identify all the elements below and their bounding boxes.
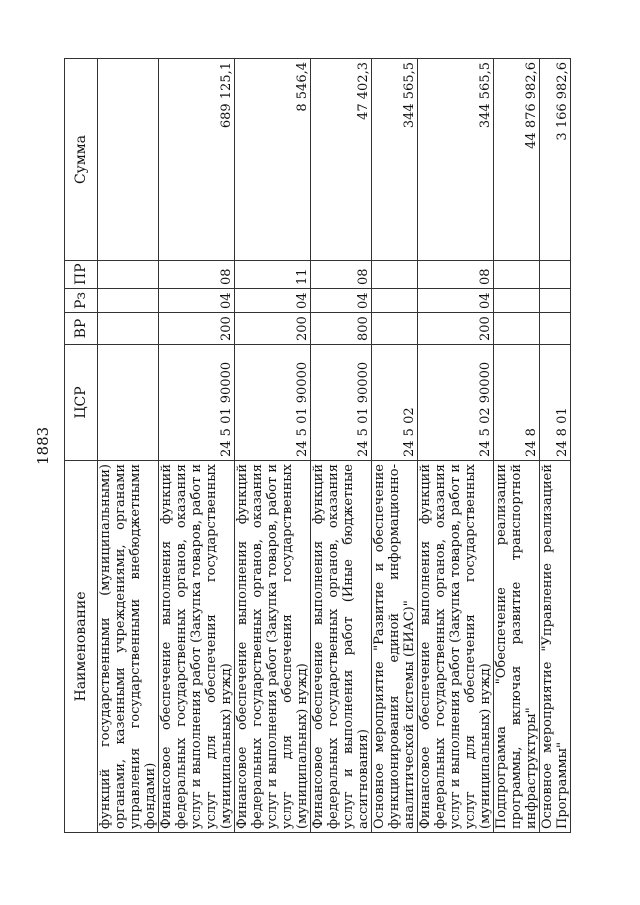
row-rz: 04 [235, 289, 311, 313]
row-name: Финансовое обеспечение выполнения функций федеральных государственных органов, оказания услуг и выполнения работ (Закупка товаров, работ и услуг для обеспечения государственных (муниципальных) нужд) [159, 461, 235, 833]
row-pr: 11 [235, 261, 311, 289]
row-pr: 08 [159, 261, 235, 289]
table-row [540, 59, 571, 833]
row-csr: 24 5 02 [372, 345, 418, 461]
row-pr: 08 [311, 261, 372, 289]
header-rz: Рз [65, 289, 98, 313]
row-rz [494, 289, 540, 313]
header-sum: Сумма [65, 59, 98, 261]
table-row [159, 59, 235, 833]
row-name: Основное мероприятие "Управление реализацией Программы" [540, 461, 571, 833]
row-vr [540, 313, 571, 345]
row-sum: 44 876 982,6 [494, 59, 540, 261]
row-rz [372, 289, 418, 313]
table-row [311, 59, 372, 833]
row-pr [540, 261, 571, 289]
row-vr: 200 [235, 313, 311, 345]
budget-table [64, 58, 571, 833]
header-name: Наименование [65, 461, 98, 833]
row-csr: 24 8 [494, 345, 540, 461]
row-csr: 24 5 01 90000 [159, 345, 235, 461]
table-row [372, 59, 418, 833]
row-name: Финансовое обеспечение выполнения функций федеральных государственных органов, оказания услуг и выполнения работ (Закупка товаров, работ и услуг для обеспечения государственных (муниципальных) нужд) [418, 461, 494, 833]
header-csr: ЦСР [65, 345, 98, 461]
row-sum: 344 565,5 [418, 59, 494, 261]
table-row [98, 59, 159, 833]
row-sum: 8 546,4 [235, 59, 311, 261]
row-vr [494, 313, 540, 345]
row-rz: 04 [311, 289, 372, 313]
row-pr [372, 261, 418, 289]
row-csr: 24 5 01 90000 [235, 345, 311, 461]
row-name: функций государственными (муниципальными) органами, казенными учреждениями, органами управления государственными внебюджетными фондами) [98, 461, 159, 833]
row-vr: 800 [311, 313, 372, 345]
header-vr: ВР [65, 313, 98, 345]
row-sum: 344 565,5 [372, 59, 418, 261]
row-name: Финансовое обеспечение выполнения функций федеральных государственных органов, оказания услуг и выполнения работ (Иные бюджетные ассигнования) [311, 461, 372, 833]
row-vr [372, 313, 418, 345]
row-csr: 24 8 01 [540, 345, 571, 461]
header-pr: ПР [65, 261, 98, 289]
row-sum: 3 166 982,6 [540, 59, 571, 261]
table-header-row [65, 59, 98, 833]
row-sum [98, 59, 159, 261]
row-vr: 200 [159, 313, 235, 345]
row-rz: 04 [159, 289, 235, 313]
row-csr [98, 345, 159, 461]
row-name: Финансовое обеспечение выполнения функций федеральных государственных органов, оказания услуг и выполнения работ (Закупка товаров, работ и услуг для обеспечения государственных (муниципальных) нужд) [235, 461, 311, 833]
row-vr [98, 313, 159, 345]
row-name: Основное мероприятие "Развитие и обеспечение функционирования единой информационно-аналитической системы (ЕИАС)" [372, 461, 418, 833]
row-rz [540, 289, 571, 313]
row-sum: 47 402,3 [311, 59, 372, 261]
page-number: 1883 [34, 426, 52, 465]
table-row [235, 59, 311, 833]
row-rz: 04 [418, 289, 494, 313]
row-sum: 689 125,1 [159, 59, 235, 261]
row-pr [494, 261, 540, 289]
row-pr: 08 [418, 261, 494, 289]
row-rz [98, 289, 159, 313]
table-row [418, 59, 494, 833]
row-csr: 24 5 02 90000 [418, 345, 494, 461]
row-name: Подпрограмма "Обеспечение реализации программы, включая развитие транспортной инфраструктуры" [494, 461, 540, 833]
row-csr: 24 5 01 90000 [311, 345, 372, 461]
table-row [494, 59, 540, 833]
row-vr: 200 [418, 313, 494, 345]
row-pr [98, 261, 159, 289]
